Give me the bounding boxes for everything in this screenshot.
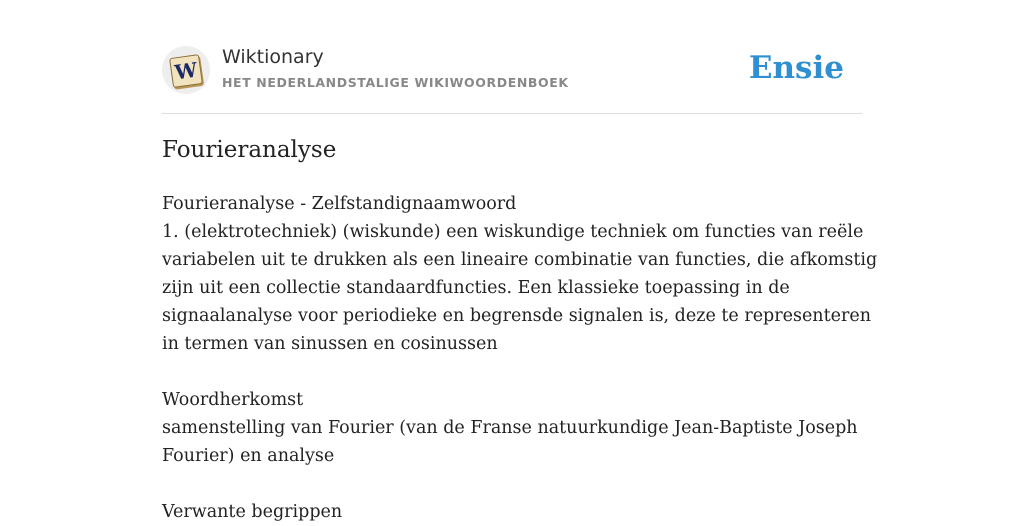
site-tagline: HET NEDERLANDSTALIGE WIKIWOORDENBOEK <box>222 75 569 90</box>
word-type: Fourieranalyse - Zelfstandignaamwoord <box>162 194 517 214</box>
definition: 1. (elektrotechniek) (wiskunde) een wiskundige techniek om functies van reële variabelen uit te drukken als een lineaire combinatie van functies, die afkomstig zijn uit een collectie standaardfuncties. Een klassieke toepassing in de signaalanalyse voor periodieke en begrensde signalen is, deze te representeren in termen van sinussen en cosinussen <box>162 222 878 354</box>
etymology-heading: Woordherkomst <box>162 390 304 410</box>
page-title: Fourieranalyse <box>162 137 337 163</box>
etymology-text: samenstelling van Fourier (van de Franse natuurkundige Jean-Baptiste Joseph Fourier) en analyse <box>162 418 858 466</box>
spacer <box>162 470 882 498</box>
related-heading: Verwante begrippen <box>162 502 343 522</box>
spacer <box>162 358 882 386</box>
header <box>162 0 862 114</box>
ensie-logo[interactable]: Ensie <box>748 50 844 86</box>
wiktionary-logo[interactable] <box>162 46 210 94</box>
entry-body <box>162 190 882 526</box>
page <box>162 0 878 522</box>
site-name[interactable]: Wiktionary <box>222 46 324 68</box>
wiktionary-logo-tile-icon: W <box>169 54 203 88</box>
